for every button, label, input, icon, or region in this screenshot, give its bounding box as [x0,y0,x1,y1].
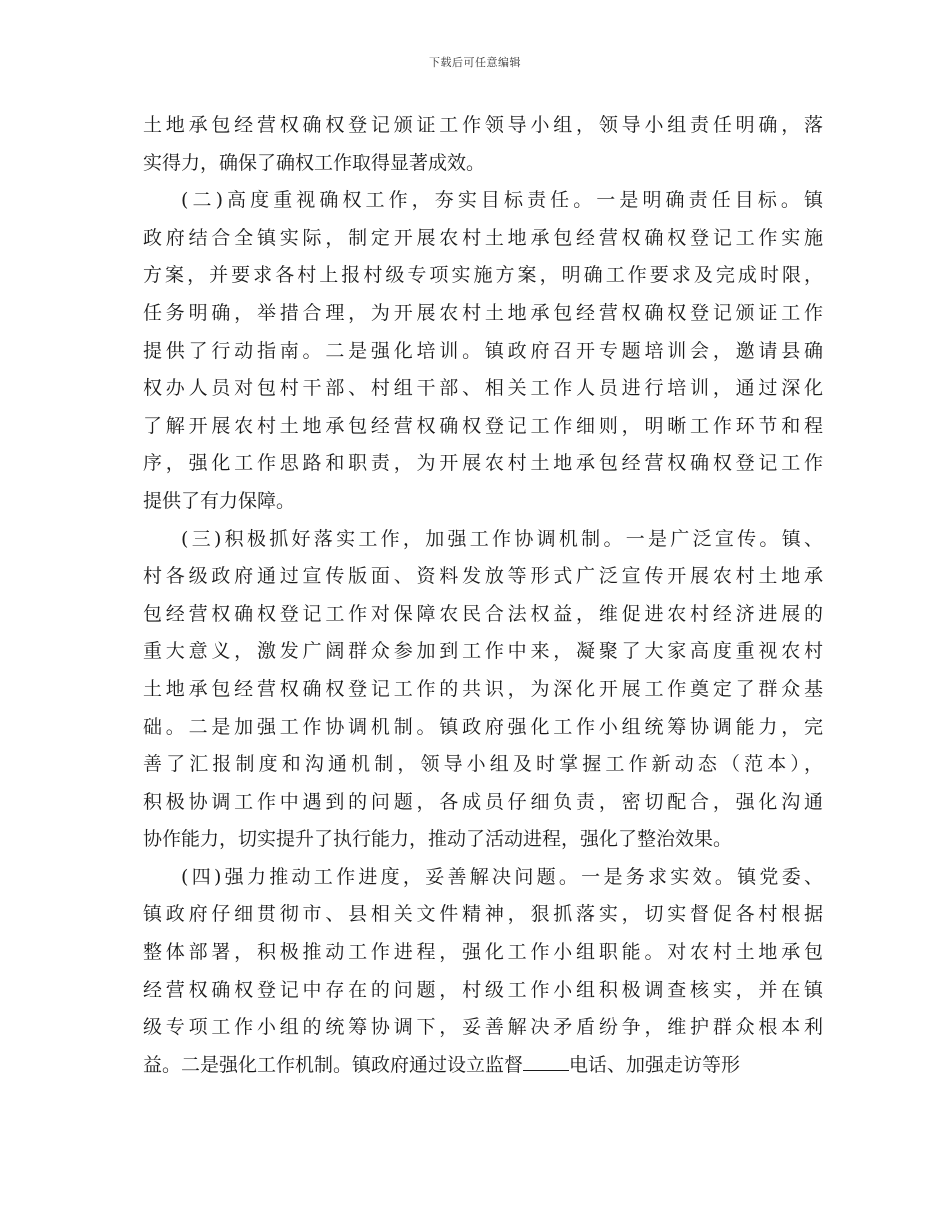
text-line: 包经营权确权登记工作对保障农民合法权益，维促进农村经济进展的 [143,602,823,625]
paragraph-heading-line: (二)高度重视确权工作，夯实目标责任。一是明确责任目标。镇 [181,189,823,212]
text-line: 村各级政府通过宣传版面、资料发放等形式广泛宣传开展农村土地承 [143,565,823,588]
text-line: 积极协调工作中遇到的问题，各成员仔细负责，密切配合，强化沟通 [143,790,823,813]
text-line: 实得力，确保了确权工作取得显著成效。 [143,151,486,174]
text-line: 镇政府仔细贯彻市、县相关文件精神，狠抓落实，切实督促各村根据 [143,903,823,926]
text-line: 提供了有力保障。 [143,489,296,512]
text-line: 经营权确权登记中存在的问题，村级工作小组积极调查核实，并在镇 [143,978,823,1001]
text-line: 础。二是加强工作协调机制。镇政府强化工作小组统筹协调能力，完 [143,715,823,738]
text-line: 方案，并要求各村上报村级专项实施方案，明确工作要求及完成时限， [143,264,823,287]
text-line: 任务明确，举措合理，为开展农村土地承包经营权确权登记颁证工作 [143,301,823,324]
paragraph-heading-line: (三)积极抓好落实工作，加强工作协调机制。一是广泛宣传。镇、 [181,527,823,550]
text-line: 权办人员对包村干部、村组干部、相关工作人员进行培训，通过深化 [143,377,823,400]
text-line: 善了汇报制度和沟通机制，领导小组及时掌握工作新动态（范本）， [143,753,823,776]
text-line: 土地承包经营权确权登记颁证工作领导小组，领导小组责任明确，落 [143,114,823,136]
text-segment: 电话、加强走访等形 [569,1053,741,1076]
text-line: 政府结合全镇实际，制定开展农村土地承包经营权确权登记工作实施 [143,226,823,249]
text-segment: 益。二是强化工作机制。镇政府通过设立监督 [143,1053,524,1076]
text-line: 土地承包经营权确权登记工作的共识，为深化开展工作奠定了群众基 [143,677,823,700]
text-line: 了解开展农村土地承包经营权确权登记工作细则，明晰工作环节和程 [143,414,823,437]
text-line-with-blank [143,1047,823,1085]
header-note: 下载后可任意编辑 [429,56,521,69]
document-body [143,107,823,1084]
text-line: 重大意义，激发广阔群众参加到工作中来，凝聚了大家高度重视农村 [143,640,823,663]
paragraph-heading-line: (四)强力推动工作进度，妥善解决问题。一是务求实效。镇党委、 [181,865,823,888]
text-line: 协作能力，切实提升了执行能力，推动了活动进程，强化了整治效果。 [143,828,733,851]
text-line: 级专项工作小组的统筹协调下，妥善解决矛盾纷争，维护群众根本利 [143,1016,823,1039]
text-line: 序，强化工作思路和职责，为开展农村土地承包经营权确权登记工作 [143,452,823,475]
fill-in-blank [523,1050,569,1071]
text-line: 提供了行动指南。二是强化培训。镇政府召开专题培训会，邀请县确 [143,339,823,362]
text-line: 整体部署，积极推动工作进程，强化工作小组职能。对农村土地承包 [143,941,823,964]
